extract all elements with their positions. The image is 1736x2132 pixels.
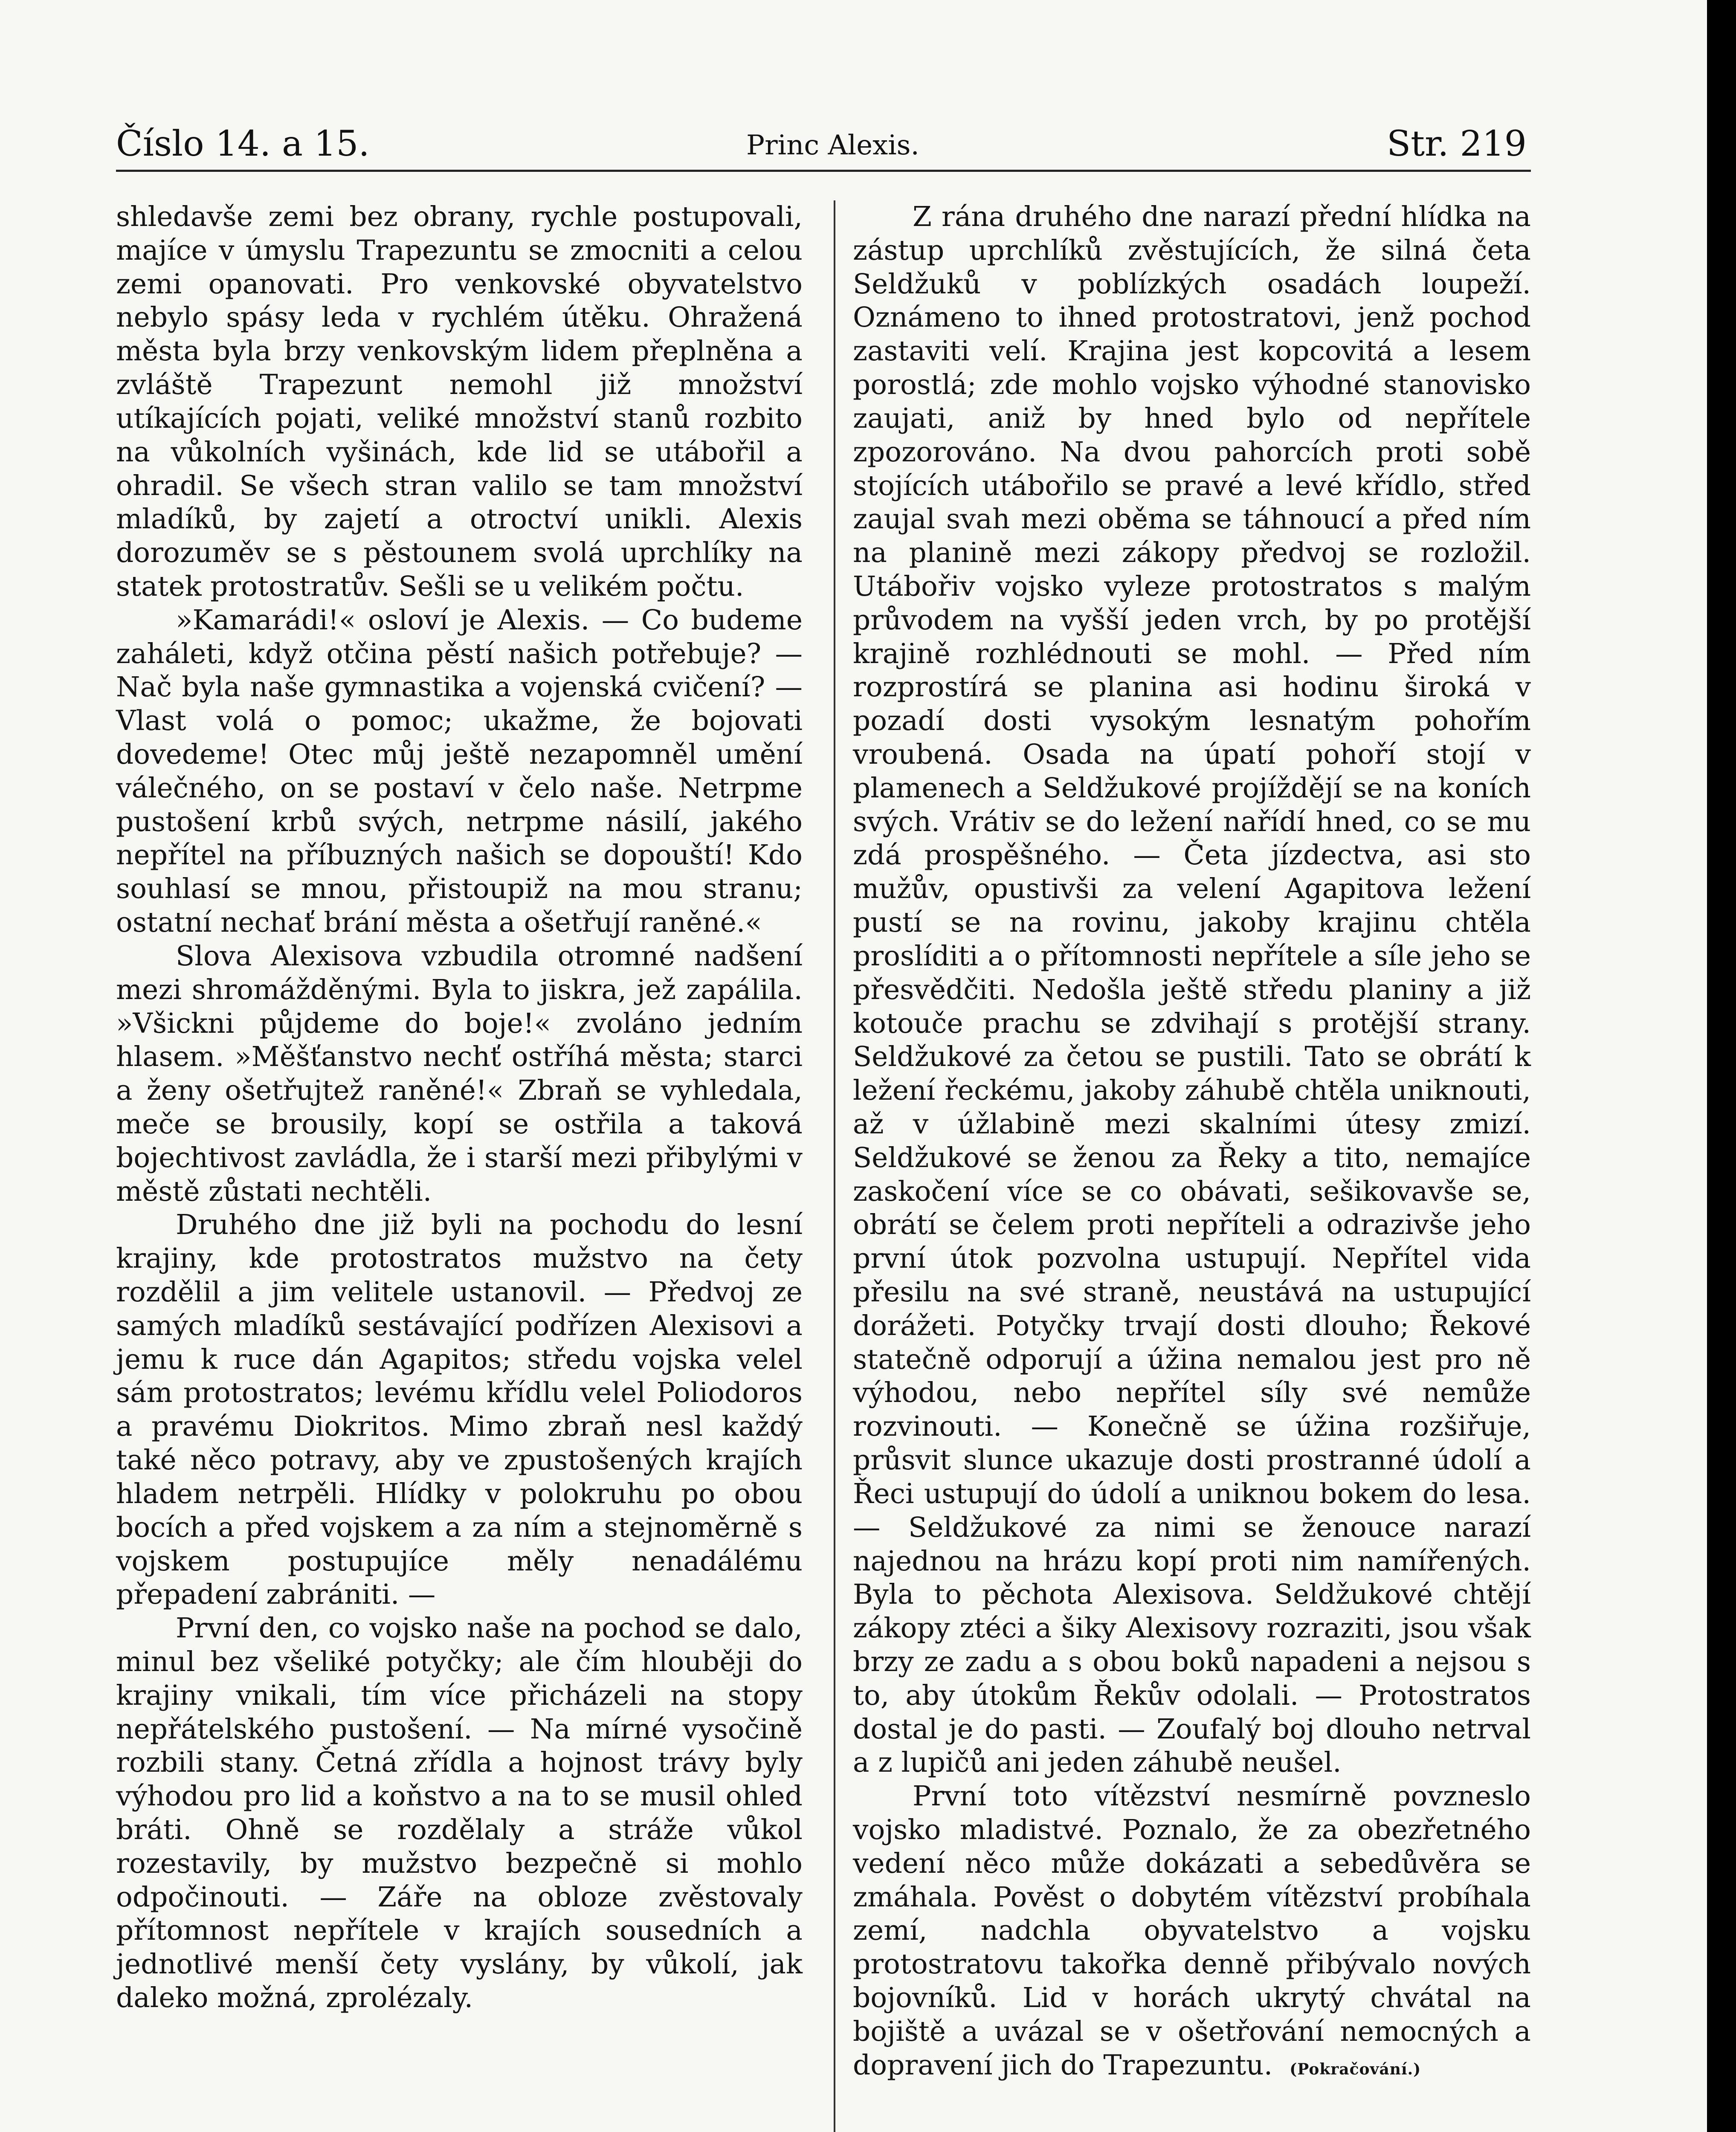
paragraph: První den, co vojsko naše na pochod se dalo, minul bez všeliké potyčky; ale čím hlouběji do krajiny vnikali, tím více přicházeli na stopy nepřátelského pustošení. — Na mírné vysočině rozbili stany. Četná zřídla a hojnost trávy byly výhodou pro lid a koňstvo a na to se musil ohled bráti. Ohně se rozdělaly a stráže vůkol rozestavily, by mužstvo bezpečně si mohlo odpočinouti. — Záře na obloze zvěstovaly přítomnost nepřítele v krajích sousedních a jednotlivé menší čety vyslány, by vůkolí, jak daleko možná, zprolézaly. bbox=[116, 1612, 803, 2014]
running-title: Princ Alexis. bbox=[746, 130, 919, 161]
left-column bbox=[116, 200, 803, 2015]
paragraph: »Kamarádi!« osloví je Alexis. — Co budeme zaháleti, když otčina pěstí našich potřebuje? — Nač byla naše gymnastika a vojenská cvičení? — Vlast volá o pomoc; ukažme, že bojovati dovedeme! Otec můj ještě nezapomněl umění válečného, on se postaví v čelo naše. Netrpme pustošení krbů svých, netrpme násilí, jakého nepřítel na příbuzných našich se dopouští! Kdo souhlasí se mnou, přistoupiž na mou stranu; ostatní nechať brání města a ošetřují raněné.« bbox=[116, 604, 803, 939]
column-divider bbox=[834, 200, 835, 2132]
page-header bbox=[0, 0, 1707, 179]
paragraph bbox=[853, 1780, 1531, 2082]
paragraph: Z rána druhého dne narazí přední hlídka na zástup uprchlíků zvěstujících, že silná četa Seldžuků v poblízkých osadách loupeží. Oznámeno to ihned protostratovi, jenž pochod zastaviti velí. Krajina jest kopcovitá a lesem porostlá; zde mohlo vojsko výhodné stanovisko zaujati, aniž by hned bylo od nepřítele zpozorováno. Na dvou pahorcích proti sobě stojících utábořilo se pravé a levé křídlo, střed zaujal svah mezi oběma se táhnoucí a před ním na planině mezi zákopy předvoj se rozložil. Utábořiv vojsko vyleze protostratos s malým průvodem na vyšší jeden vrch, by po protější krajině rozhlédnouti se mohl. — Před ním rozprostírá se planina asi hodinu široká v pozadí dosti vysokým lesnatým pohořím vroubená. Osada na úpatí pohoří stojí v plamenech a Seldžukové projíždějí se na koních svých. Vrátiv se do ležení nařídí hned, co se mu zdá prospěšného. — Četa jízdectva, asi sto mužův, opustivši za velení Agapitova ležení pustí se na rovinu, jakoby krajinu chtěla proslíditi a o přítomnosti nepřítele a síle jeho se přesvědčiti. Nedošla ještě středu planiny a již kotouče prachu se zdvihají s protější strany. Seldžukové za četou se pustili. Tato se obrátí k ležení řeckému, jakoby záhubě chtěla uniknouti, až v úžlabině mezi skalními útesy zmizí. Seldžukové se ženou za Řeky a tito, nemajíce zaskočení více se co obávati, sešikovavše se, obrátí se čelem proti nepříteli a odrazivše jeho první útok pozvolna ustupují. Nepřítel vida přesilu na své straně, neustává na ustupující dorážeti. Potyčky trvají dosti dlouho; Řekové statečně odporují a úžina nemalou jest pro ně výhodou, nebo nepřítel síly své nemůže rozvinouti. — Konečně se úžina rozšiřuje, průsvit slunce ukazuje dosti prostranné údolí a Řeci ustupují do údolí a uniknou bokem do lesa. — Seldžukové za nimi se ženouce narazí najednou na hrázu kopí proti nim namířených. Byla to pěchota Alexisova. Seldžukové chtějí zákopy ztéci a šiky Alexisovy rozraziti, jsou však brzy ze zadu a s obou boků napadeni a nejsou s to, aby útokům Řekův odolali. — Protostratos dostal je do pasti. — Zoufalý boj dlouho netrval a z lupičů ani jeden záhubě neušel. bbox=[853, 201, 1531, 1779]
paragraph: shledavše zemi bez obrany, rychle postupovali, majíce v úmyslu Trapezuntu se zmocniti a celou zemi opanovati. Pro venkovské obyvatelstvo nebylo spásy leda v rychlém útěku. Ohražená města byla brzy venkovským lidem přeplněna a zvláště Trapezunt nemohl již množství utíkajících pojati, veliké množství stanů rozbito na vůkolních vyšinách, kde lid se utábořil a ohradil. Se všech stran valilo se tam množství mladíků, by zajetí a otroctví unikli. Alexis dorozuměv se s pěstounem svolá uprchlíky na statek protostratův. Sešli se u velikém počtu. bbox=[116, 201, 803, 603]
scan-edge bbox=[1707, 0, 1736, 2132]
continued-note: (Pokračování.) bbox=[1290, 2060, 1421, 2078]
page-number: Str. 219 bbox=[1387, 124, 1527, 164]
paragraph: Slova Alexisova vzbudila otromné nadšení mezi shromážděnými. Byla to jiskra, jež zapálila. »Všickni půjdeme do boje!« zvoláno jedním hlasem. »Měšťanstvo nechť ostříhá města; starci a ženy ošetřujtež raněné!« Zbraň se vyhledala, meče se brousily, kopí se ostřila a taková bojechtivost zavládla, že i starší mezi přibylými v městě zůstati nechtěli. bbox=[116, 940, 803, 1208]
issue-number: Číslo 14. a 15. bbox=[116, 124, 370, 164]
paragraph: Druhého dne již byli na pochodu do lesní krajiny, kde protostratos mužstvo na čety rozdělil a jim velitele ustanovil. — Předvoj ze samých mladíků sestávající podřízen Alexisovi a jemu k ruce dán Agapitos; středu vojska velel sám protostratos; levému křídlu velel Poliodoros a pravému Diokritos. Mimo zbraň nesl každý také něco potravy, aby ve zpustošených krajích hladem netrpěli. Hlídky v polokruhu po obou bocích a před vojskem a za ním a stejnoměrně s vojskem postupujíce měly nenadálému přepadení zabrániti. — bbox=[116, 1209, 803, 1611]
paragraph-text: První toto vítězství nesmírně povzneslo vojsko mladistvé. Poznalo, že za obezřetného vedení něco může dokázati a sebedůvěra se zmáhala. Pověst o dobytém vítězství probíhala zemí, nadchla obyvatelstvo a vojsku protostratovu takořka denně přibývalo nových bojovníků. Lid v horách ukrytý chvátal na bojiště a uvázal se v ošetřování nemocných a dopravení jich do Trapezuntu. bbox=[853, 1780, 1531, 2081]
right-column bbox=[853, 200, 1531, 2083]
header-rule bbox=[116, 170, 1531, 172]
